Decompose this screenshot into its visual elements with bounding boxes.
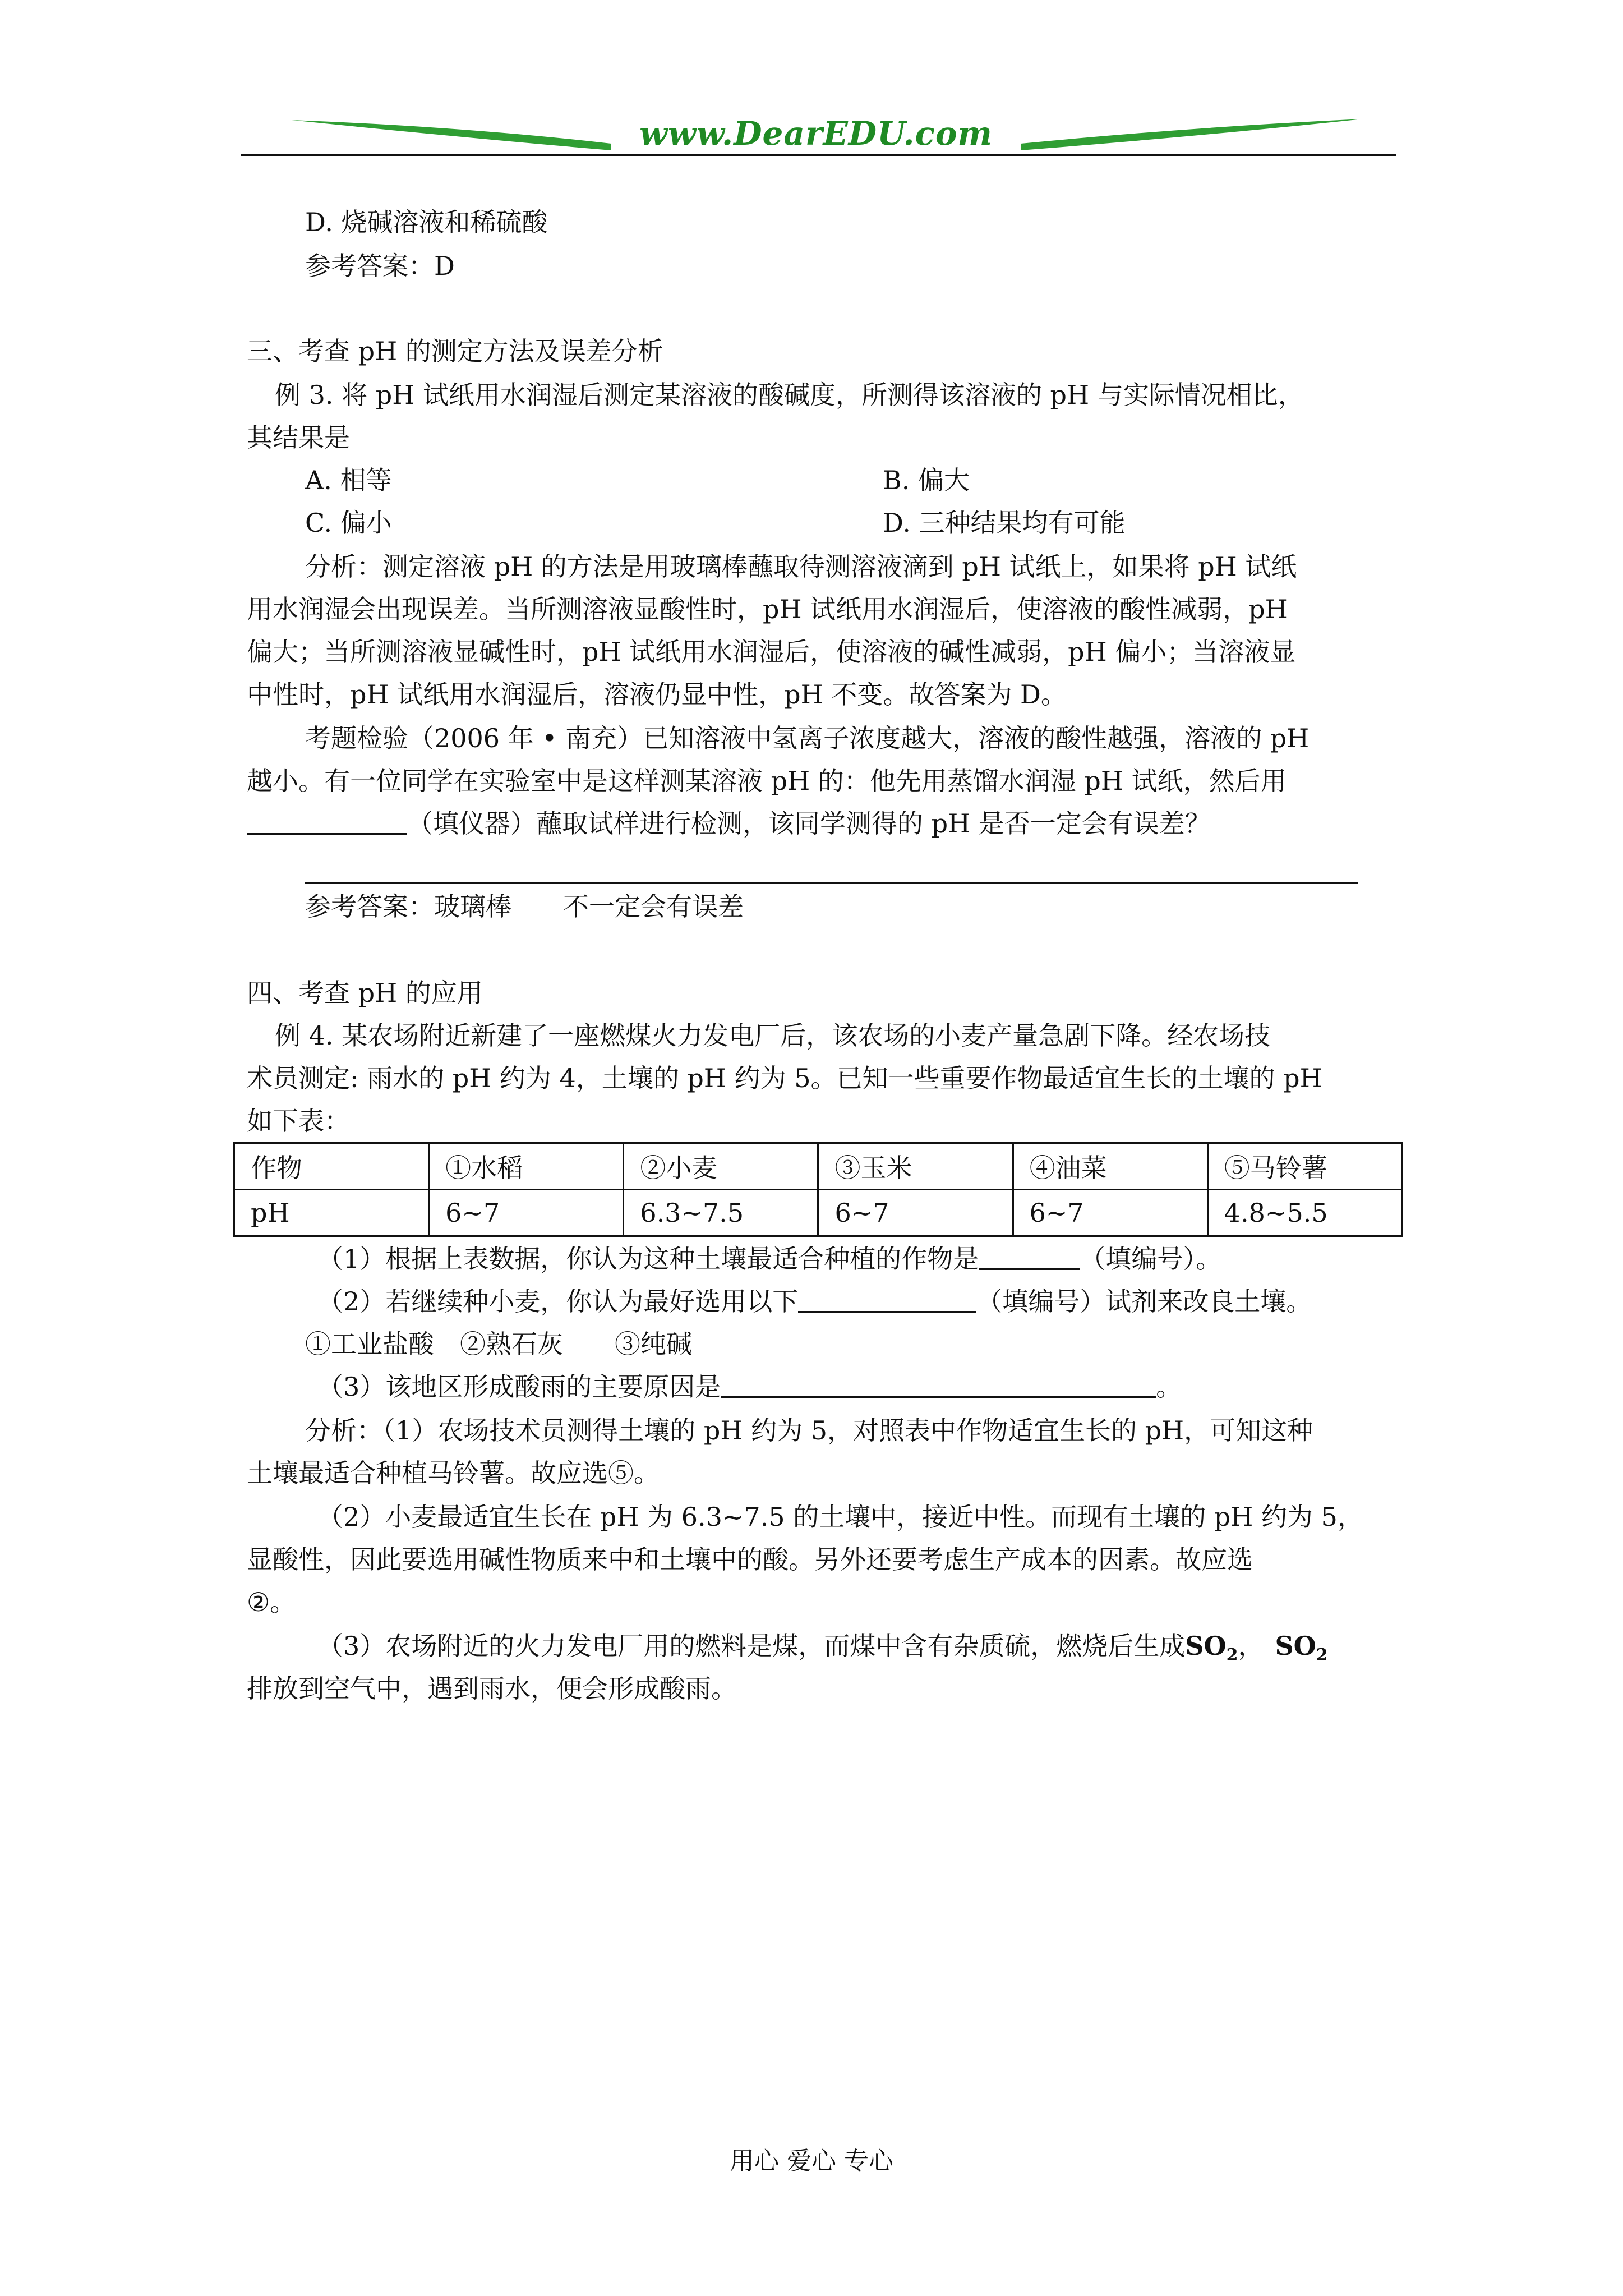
- reference-answer-prev: 参考答案：D: [305, 251, 455, 281]
- table-cell: ⑤马铃薯: [1207, 1143, 1402, 1190]
- question-1: （1）根据上表数据，你认为这种土壤最适合种植的作物是 （填编号）。: [317, 1244, 1222, 1274]
- crop-ph-table: [233, 1142, 1403, 1237]
- fill-blank: [721, 1370, 1156, 1398]
- fill-blank: [798, 1285, 976, 1313]
- fill-blank: [247, 807, 407, 835]
- example-4-line-3: 如下表：: [247, 1106, 350, 1136]
- table-cell: pH: [234, 1190, 429, 1236]
- table-cell: 6.3~7.5: [624, 1190, 818, 1236]
- choice-c: C. 偏小: [305, 508, 392, 538]
- formula-so2: $SO_2$: [1185, 1631, 1238, 1665]
- table-cell: 4.8~5.5: [1207, 1190, 1402, 1236]
- table-cell: 作物: [234, 1143, 429, 1190]
- table-cell: ②小麦: [624, 1143, 818, 1190]
- example-4-line-1: 例 4. 某农场附近新建了一座燃煤火力发电厂后，该农场的小麦产量急剧下降。经农场技: [275, 1020, 1271, 1051]
- analysis-4-line-4: 显酸性，因此要选用碱性物质来中和土壤中的酸。另外还要考虑生产成本的因素。故应选: [247, 1544, 1253, 1575]
- test-line-3: （填仪器）蘸取试样进行检测，该同学测得的 pH 是否一定会有误差？: [247, 806, 1211, 841]
- fill-blank: [979, 1243, 1080, 1270]
- site-logo: www.DearEDU.com: [639, 114, 993, 153]
- test-line-1: 考题检验（2006 年 • 南充）已知溶液中氢离子浓度越大，溶液的酸性越强，溶液的 pH: [305, 723, 1310, 753]
- example-3-line-2: 其结果是: [247, 422, 350, 453]
- analysis-4-line-7: 排放到空气中，遇到雨水，便会形成酸雨。: [247, 1673, 737, 1704]
- table-cell: ①水稻: [429, 1143, 624, 1190]
- choice-d: D. 三种结果均有可能: [883, 508, 1126, 538]
- formula-so2: $SO_2$: [1275, 1631, 1328, 1665]
- table-row: [234, 1190, 1403, 1236]
- header-rule: [241, 154, 1396, 156]
- table-cell: 6~7: [1013, 1190, 1207, 1236]
- page-footer: 用心 爱心 专心: [730, 2147, 893, 2175]
- question-2: （2）若继续种小麦，你认为最好选用以下 （填编号）试剂来改良土壤。: [317, 1286, 1312, 1317]
- analysis-3-line-4: 中性时，pH 试纸用水润湿后，溶液仍显中性，pH 不变。故答案为 D。: [247, 679, 1067, 710]
- question-3: （3）该地区形成酸雨的主要原因是 。: [317, 1372, 1182, 1402]
- analysis-3-line-1: 分析：测定溶液 pH 的方法是用玻璃棒蘸取待测溶液滴到 pH 试纸上，如果将 pH 试纸: [305, 551, 1297, 582]
- example-3-line-1: 例 3. 将 pH 试纸用水润湿后测定某溶液的酸碱度，所测得该溶液的 pH 与实际情况相比，: [275, 380, 1304, 410]
- analysis-3-line-3: 偏大；当所测溶液显碱性时，pH 试纸用水润湿后，使溶液的碱性减弱，pH 偏小；当溶液显: [247, 637, 1296, 667]
- choice-a: A. 相等: [305, 465, 392, 495]
- table-cell: 6~7: [818, 1190, 1013, 1236]
- answer-rule: [305, 882, 1358, 884]
- question-2-options: ①工业盐酸 ②熟石灰 ③纯碱: [305, 1329, 692, 1359]
- analysis-4-line-1: 分析：（1）农场技术员测得土壤的 pH 约为 5，对照表中作物适宜生长的 pH，可知这种: [305, 1415, 1313, 1446]
- reference-answer-3: 参考答案：玻璃棒 不一定会有误差: [305, 891, 744, 922]
- analysis-4-line-6: （3）农场附近的火力发电厂用的燃料是煤，而煤中含有杂质硫，燃烧后生成$SO_2$， $SO_2$: [317, 1631, 1328, 1665]
- table-cell: 6~7: [429, 1190, 624, 1236]
- table-cell: ④油菜: [1013, 1143, 1207, 1190]
- section-4-title: 四、考查 pH 的应用: [247, 978, 483, 1008]
- choice-b: B. 偏大: [883, 465, 970, 495]
- option-d-prev: D. 烧碱溶液和稀硫酸: [305, 207, 548, 237]
- analysis-4-line-5: ②。: [247, 1587, 296, 1617]
- table-cell: ③玉米: [818, 1143, 1013, 1190]
- example-4-line-2: 术员测定: 雨水的 pH 约为 4，土壤的 pH 约为 5。已知一些重要作物最适宜生长的土壤的 pH: [247, 1063, 1322, 1093]
- table-header-row: [234, 1143, 1403, 1190]
- analysis-3-line-2: 用水润湿会出现误差。当所测溶液显酸性时，pH 试纸用水润湿后，使溶液的酸性减弱，pH: [247, 594, 1288, 624]
- test-line-2: 越小。有一位同学在实验室中是这样测某溶液 pH 的：他先用蒸馏水润湿 pH 试纸，然后用: [247, 766, 1287, 796]
- analysis-4-line-3: （2）小麦最适宜生长在 pH 为 6.3~7.5 的土壤中，接近中性。而现有土壤的 pH 约为 5，: [317, 1502, 1363, 1532]
- analysis-4-line-2: 土壤最适合种植马铃薯。故应选⑤。: [247, 1458, 660, 1488]
- section-3-title: 三、考查 pH 的测定方法及误差分析: [247, 336, 663, 366]
